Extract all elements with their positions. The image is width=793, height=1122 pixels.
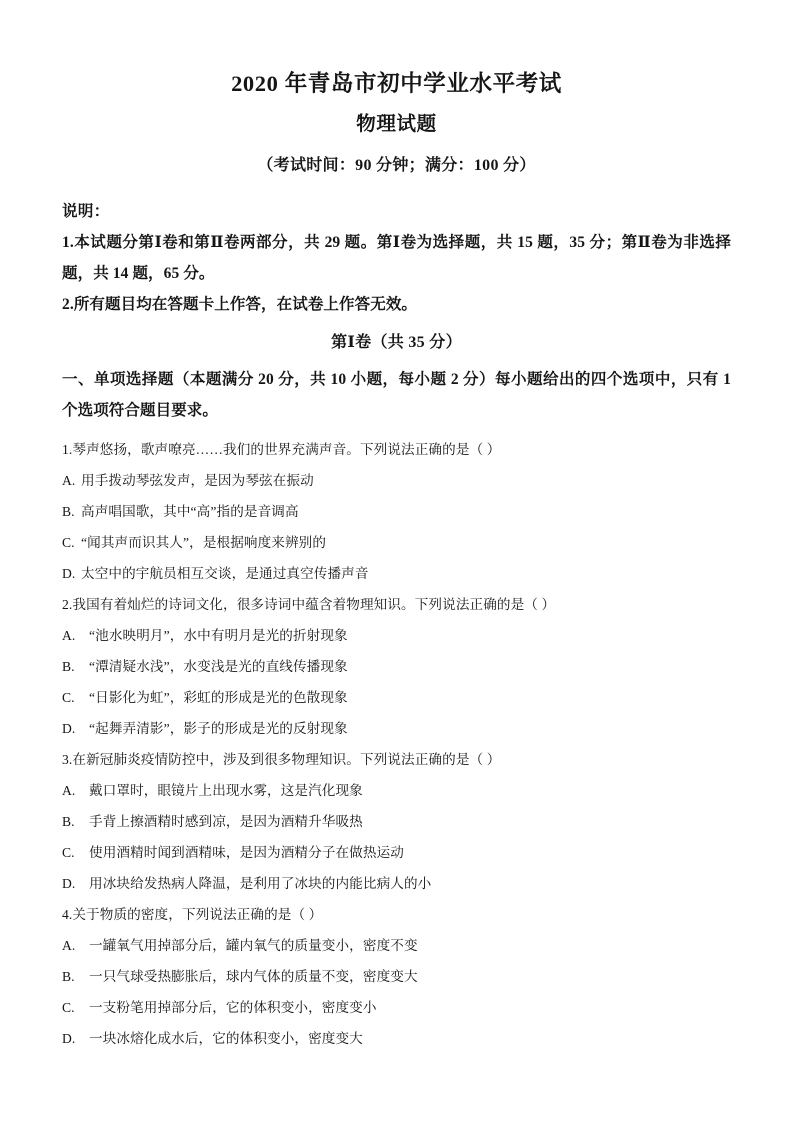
option-letter: C. <box>62 690 75 706</box>
option-letter: D. <box>62 876 76 892</box>
option-text: 用手拨动琴弦发声，是因为琴弦在振动 <box>81 473 314 489</box>
option-letter: A. <box>62 628 76 644</box>
option-text: 戴口罩时，眼镜片上出现水雾，这是汽化现象 <box>89 783 363 799</box>
question-item <box>62 899 731 1054</box>
option-d[interactable] <box>62 558 731 589</box>
option-letter: B. <box>62 659 75 675</box>
question-item <box>62 434 731 589</box>
option-a[interactable] <box>62 465 731 496</box>
question-item <box>62 589 731 744</box>
question-options <box>62 930 731 1054</box>
option-letter: B. <box>62 969 75 985</box>
option-letter: A. <box>62 473 76 489</box>
option-b[interactable] <box>62 651 731 682</box>
option-text: 用冰块给发热病人降温，是利用了冰块的内能比病人的小 <box>89 876 432 892</box>
option-letter: C. <box>62 845 75 861</box>
option-text: 一支粉笔用掉部分后，它的体积变小，密度变小 <box>89 1000 377 1016</box>
option-a[interactable] <box>62 775 731 806</box>
question-stem: 1.琴声悠扬，歌声嘹亮……我们的世界充满声音。下列说法正确的是（ ） <box>62 442 501 458</box>
option-letter: C. <box>62 535 75 551</box>
option-text: “日影化为虹”，彩虹的形成是光的色散现象 <box>89 690 348 706</box>
option-letter: A. <box>62 783 76 799</box>
option-b[interactable] <box>62 961 731 992</box>
instructions-heading: 说明： <box>62 203 110 221</box>
option-b[interactable] <box>62 806 731 837</box>
option-letter: A. <box>62 938 76 954</box>
question-options <box>62 620 731 744</box>
option-c[interactable] <box>62 527 731 558</box>
question-item <box>62 744 731 899</box>
question-options <box>62 465 731 589</box>
option-text: 一罐氧气用掉部分后，罐内氧气的质量变小，密度不变 <box>89 938 418 954</box>
part-one-heading: 第Ⅰ卷（共 35 分） <box>331 334 462 352</box>
option-c[interactable] <box>62 992 731 1023</box>
question-stem: 2.我国有着灿烂的诗词文化，很多诗词中蕴含着物理知识。下列说法正确的是（ ） <box>62 597 556 613</box>
option-text: 太空中的宇航员相互交谈，是通过真空传播声音 <box>81 566 369 582</box>
option-b[interactable] <box>62 496 731 527</box>
option-text: 使用酒精时闻到酒精味，是因为酒精分子在做热运动 <box>89 845 404 861</box>
option-text: “闻其声而识其人”，是根据响度来辨别的 <box>81 535 327 551</box>
option-letter: B. <box>62 814 75 830</box>
option-text: “起舞弄清影”，影子的形成是光的反射现象 <box>89 721 348 737</box>
option-text: 一只气球受热膨胀后，球内气体的质量不变，密度变大 <box>89 969 418 985</box>
questions-list <box>62 426 731 1054</box>
option-text: 高声唱国歌，其中“高”指的是音调高 <box>81 504 299 520</box>
option-text: 手背上擦酒精时感到凉，是因为酒精升华吸热 <box>89 814 363 830</box>
question-stem: 3.在新冠肺炎疫情防控中，涉及到很多物理知识。下列说法正确的是（ ） <box>62 752 501 768</box>
option-c[interactable] <box>62 682 731 713</box>
option-letter: D. <box>62 1031 76 1047</box>
question-stem: 4.关于物质的密度，下列说法正确的是（ ） <box>62 907 323 923</box>
option-d[interactable] <box>62 868 731 899</box>
option-d[interactable] <box>62 713 731 744</box>
option-letter: D. <box>62 721 76 737</box>
option-letter: B. <box>62 504 75 520</box>
option-a[interactable] <box>62 620 731 651</box>
option-text: “池水映明月”，水中有明月是光的折射现象 <box>89 628 348 644</box>
option-text: “潭清疑水浅”，水变浅是光的直线传播现象 <box>89 659 348 675</box>
page-title: 2020 年青岛市初中学业水平考试 <box>231 71 562 96</box>
instruction-item-2: 2.所有题目均在答题卡上作答，在试卷上作答无效。 <box>62 296 418 314</box>
option-d[interactable] <box>62 1023 731 1054</box>
instruction-item-1: 1.本试题分第Ⅰ卷和第Ⅱ卷两部分，共 29 题。第Ⅰ卷为选择题，共 15 题，35 分；第Ⅱ卷为非选择题，共 14 题，65 分。 <box>62 234 731 283</box>
instructions-block <box>62 176 731 320</box>
option-text: 一块冰熔化成水后，它的体积变小，密度变大 <box>89 1031 363 1047</box>
section-heading-multiple-choice: 一、单项选择题（本题满分 20 分，共 10 小题，每小题 2 分）每小题给出的四个选项中，只有 1 个选项符合题目要求。 <box>62 371 731 420</box>
option-letter: C. <box>62 1000 75 1016</box>
option-c[interactable] <box>62 837 731 868</box>
page-subtitle: 物理试题 <box>356 114 437 136</box>
option-letter: D. <box>62 566 76 582</box>
option-a[interactable] <box>62 930 731 961</box>
exam-meta-line: （考试时间：90 分钟；满分：100 分） <box>257 156 536 174</box>
question-options <box>62 775 731 899</box>
